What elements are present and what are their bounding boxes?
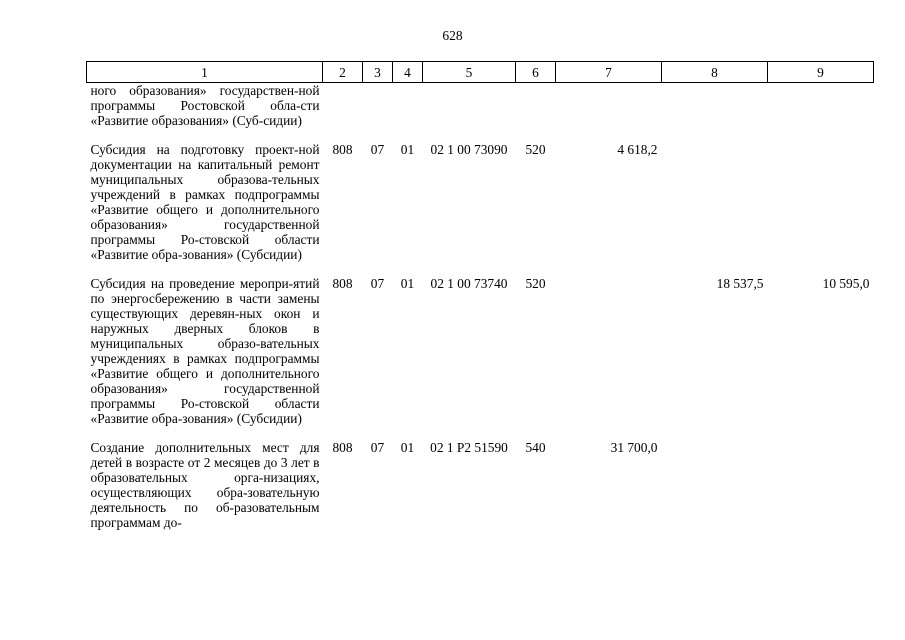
row-subsection-code: 01 [400, 440, 415, 455]
row-amount-3 [768, 83, 874, 129]
row-amount-1: 4 618,2 [617, 142, 658, 157]
row-section-code: 07 [370, 142, 385, 157]
row-subsection-code [393, 83, 423, 129]
row-section-code: 07 [370, 276, 385, 291]
table-row [87, 128, 874, 262]
row-amount-1 [556, 83, 662, 129]
row-ministry-code: 808 [332, 142, 353, 157]
row-amount-2 [662, 83, 768, 129]
row-amount-1 [556, 262, 662, 426]
column-header: 8 [662, 62, 768, 83]
row-amount-1: 31 700,0 [610, 440, 658, 455]
column-header: 2 [323, 62, 363, 83]
page-number: 628 [442, 28, 463, 43]
table-header-row [87, 62, 874, 83]
row-section-code [363, 83, 393, 129]
row-expense-type: 520 [525, 142, 546, 157]
row-description: Субсидия на проведение меропри-ятий по энергосбережению в части замены существующих деревян-ных окон и наружных дверных блоков в муниципальных образо-вательных учреждениях в рамках подпрограммы «Развитие общего и дополнительного образования» государственной программы Ро-стовской области «Развитие обра-зования» (Субсидии) [90, 276, 320, 426]
row-ministry-code: 808 [332, 440, 353, 455]
row-target-code [423, 83, 516, 129]
row-amount-2 [662, 128, 768, 262]
row-subsection-code: 01 [400, 142, 415, 157]
row-description: Создание дополнительных мест для детей в возрасте от 2 месяцев до 3 лет в образовательных орга-низациях, осуществляющих обра-зовательную деятельность по об-разовательным программам до- [90, 440, 320, 530]
row-target-code: 02 1 00 73090 [430, 142, 508, 157]
column-header: 4 [393, 62, 423, 83]
row-amount-2 [662, 426, 768, 530]
row-subsection-code: 01 [400, 276, 415, 291]
row-description: Субсидия на подготовку проект-ной документации на капитальный ремонт муниципальных образова-тельных учреждений в рамках подпрограммы «Развитие общего и дополнительного образования» государственной программы Ро-стовской области «Развитие обра-зования» (Субсидии) [90, 142, 320, 262]
row-expense-type: 520 [525, 276, 546, 291]
row-amount-2: 18 537,5 [716, 276, 764, 291]
row-amount-3 [768, 426, 874, 530]
row-target-code: 02 1 00 73740 [430, 276, 508, 291]
row-section-code: 07 [370, 440, 385, 455]
row-description: ного образования» государствен-ной программы Ростовской обла-сти «Развитие образования» (Суб-сидии) [90, 83, 320, 128]
table-row [87, 262, 874, 426]
row-expense-type [516, 83, 556, 129]
column-header: 1 [87, 62, 323, 83]
table-row [87, 426, 874, 530]
row-ministry-code [323, 83, 363, 129]
row-amount-3: 10 595,0 [822, 276, 870, 291]
column-header: 5 [423, 62, 516, 83]
table-row [87, 83, 874, 129]
column-header: 7 [556, 62, 662, 83]
column-header: 9 [768, 62, 874, 83]
row-expense-type: 540 [525, 440, 546, 455]
budget-table [86, 61, 874, 530]
row-amount-3 [768, 128, 874, 262]
row-target-code: 02 1 P2 51590 [430, 440, 508, 455]
column-header: 6 [516, 62, 556, 83]
row-ministry-code: 808 [332, 276, 353, 291]
column-header: 3 [363, 62, 393, 83]
